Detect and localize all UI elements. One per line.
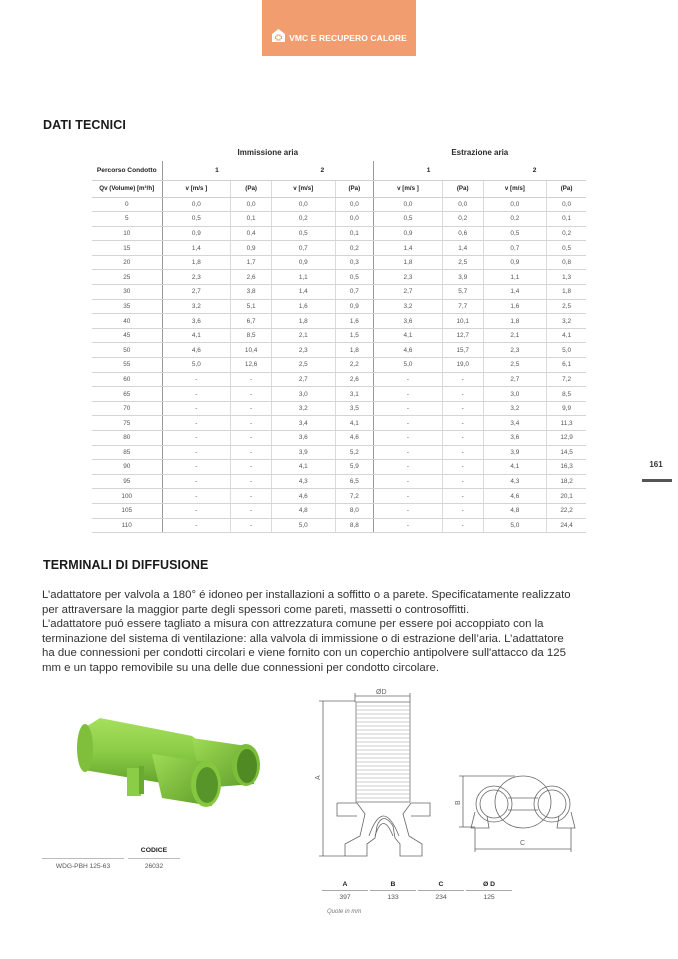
value-cell: 2,3	[272, 343, 336, 358]
value-cell: 2,7	[162, 285, 231, 300]
value-cell: 9,9	[547, 401, 586, 416]
value-cell: 12,7	[442, 328, 483, 343]
value-cell: 0,7	[483, 241, 547, 256]
value-cell: 1,6	[272, 299, 336, 314]
value-cell: -	[231, 416, 272, 431]
value-cell: 3,2	[162, 299, 231, 314]
value-cell: 2,1	[483, 328, 547, 343]
value-cell: 20,1	[547, 489, 586, 504]
page-number: 161	[649, 460, 663, 469]
value-cell: 0,5	[483, 226, 547, 241]
tech-data-table	[92, 143, 586, 533]
table-row	[92, 387, 586, 402]
value-cell: -	[442, 474, 483, 489]
table-row	[92, 270, 586, 285]
value-cell: 8,5	[547, 387, 586, 402]
value-cell: 1,3	[547, 270, 586, 285]
unit-header: (Pa)	[335, 180, 374, 197]
volume-cell: 60	[92, 372, 162, 387]
table-row	[92, 431, 586, 446]
value-cell: -	[231, 489, 272, 504]
value-cell: 2,2	[335, 358, 374, 373]
dimensions-note: Quote in mm	[327, 909, 362, 915]
value-cell: 0,7	[335, 285, 374, 300]
value-cell: 0,5	[272, 226, 336, 241]
value-cell: -	[374, 401, 443, 416]
value-cell: -	[374, 372, 443, 387]
value-cell: 0,0	[231, 197, 272, 212]
value-cell: 4,6	[335, 431, 374, 446]
table-row	[92, 358, 586, 373]
value-cell: 3,9	[483, 445, 547, 460]
value-cell: 24,4	[547, 518, 586, 533]
value-cell: -	[442, 372, 483, 387]
value-cell: 1,5	[335, 328, 374, 343]
value-cell: 6,7	[231, 314, 272, 329]
dim-value: 234	[435, 894, 447, 901]
description-line: per attraversare la maggior parte degli spessori come pareti, massetti o controsoffitti.	[42, 603, 470, 616]
value-cell: 1,4	[272, 285, 336, 300]
value-cell: 1,8	[162, 255, 231, 270]
volume-cell: 80	[92, 431, 162, 446]
value-cell: 4,6	[162, 343, 231, 358]
product-model: WDG-PBH 125-63	[42, 858, 124, 874]
value-cell: 12,6	[231, 358, 272, 373]
value-cell: 2,7	[272, 372, 336, 387]
value-cell: 2,5	[483, 358, 547, 373]
dim-value: 397	[339, 894, 351, 901]
value-cell: 3,6	[272, 431, 336, 446]
volume-cell: 15	[92, 241, 162, 256]
value-cell: 0,3	[335, 255, 374, 270]
dimension-label-a: A	[315, 775, 322, 780]
value-cell: 1,8	[483, 314, 547, 329]
route-label: Percorso Condotto	[92, 161, 162, 180]
dim-header: C	[418, 879, 464, 891]
value-cell: -	[442, 416, 483, 431]
value-cell: 2,3	[162, 270, 231, 285]
value-cell: 10,4	[231, 343, 272, 358]
value-cell: -	[231, 503, 272, 518]
value-cell: 5,2	[335, 445, 374, 460]
value-cell: -	[231, 401, 272, 416]
value-cell: 0,1	[231, 212, 272, 227]
value-cell: 18,2	[547, 474, 586, 489]
unit-header: v [m/s ]	[374, 180, 443, 197]
value-cell: 3,2	[272, 401, 336, 416]
value-cell: 3,2	[374, 299, 443, 314]
front-view-drawing	[305, 686, 445, 861]
value-cell: -	[374, 416, 443, 431]
table-row	[92, 489, 586, 504]
value-cell: 3,4	[272, 416, 336, 431]
volume-cell: 10	[92, 226, 162, 241]
value-cell: 0,5	[547, 241, 586, 256]
description-line: terminazione del sistema di ventilazione: alla valvola di immissione o di estrazione dell’aria. L’adattatore	[42, 632, 564, 645]
volume-cell: 85	[92, 445, 162, 460]
table-row	[92, 416, 586, 431]
value-cell: 0,1	[547, 212, 586, 227]
extraction-group-header: Estrazione aria	[451, 147, 509, 157]
volume-cell: 45	[92, 328, 162, 343]
value-cell: 1,4	[374, 241, 443, 256]
volume-cell: 5	[92, 212, 162, 227]
value-cell: -	[162, 489, 231, 504]
value-cell: 4,1	[547, 328, 586, 343]
table-row	[92, 299, 586, 314]
value-cell: 6,1	[547, 358, 586, 373]
value-cell: 0,5	[162, 212, 231, 227]
value-cell: 3,2	[483, 401, 547, 416]
unit-header: v [m/s]	[483, 180, 547, 197]
value-cell: -	[162, 401, 231, 416]
value-cell: 1,1	[272, 270, 336, 285]
value-cell: 4,6	[483, 489, 547, 504]
value-cell: 4,1	[374, 328, 443, 343]
volume-cell: 25	[92, 270, 162, 285]
value-cell: 2,5	[272, 358, 336, 373]
value-cell: 14,5	[547, 445, 586, 460]
value-cell: 3,2	[547, 314, 586, 329]
value-cell: 3,0	[483, 387, 547, 402]
volume-cell: 0	[92, 197, 162, 212]
value-cell: 1,6	[483, 299, 547, 314]
unit-header: v [m/s ]	[162, 180, 231, 197]
value-cell: 4,1	[272, 460, 336, 475]
value-cell: 5,0	[483, 518, 547, 533]
table-row	[92, 401, 586, 416]
volume-cell: 95	[92, 474, 162, 489]
value-cell: 2,7	[483, 372, 547, 387]
code-header: CODICE	[140, 846, 168, 854]
volume-cell: 20	[92, 255, 162, 270]
value-cell: -	[442, 503, 483, 518]
dimension-label-d: ØD	[376, 689, 387, 696]
description-line: L’adattatore per valvola a 180° é idoneo per installazioni a soffitto o a parete. Specificatamente realizzato	[42, 589, 571, 601]
description-line: L’adattatore puó essere tagliato a misura con attrezzatura comune per essere poi accoppiato con la	[42, 618, 544, 631]
value-cell: 4,3	[272, 474, 336, 489]
volume-cell: 110	[92, 518, 162, 533]
value-cell: 11,3	[547, 416, 586, 431]
green-valve-adapter-image	[42, 688, 277, 833]
volume-cell: 35	[92, 299, 162, 314]
dim-header: Ø D	[466, 879, 512, 891]
diffusion-description	[42, 588, 642, 676]
value-cell: 12,9	[547, 431, 586, 446]
value-cell: 0,0	[335, 212, 374, 227]
value-cell: 3,9	[272, 445, 336, 460]
value-cell: -	[442, 431, 483, 446]
value-cell: -	[231, 445, 272, 460]
volume-cell: 70	[92, 401, 162, 416]
value-cell: -	[231, 372, 272, 387]
value-cell: -	[442, 460, 483, 475]
value-cell: -	[231, 431, 272, 446]
volume-cell: 30	[92, 285, 162, 300]
value-cell: 0,5	[335, 270, 374, 285]
table-row	[92, 460, 586, 475]
value-cell: 3,6	[374, 314, 443, 329]
value-cell: 0,2	[272, 212, 336, 227]
volume-cell: 90	[92, 460, 162, 475]
value-cell: 3,4	[483, 416, 547, 431]
route-header: 2	[483, 161, 586, 180]
value-cell: 4,8	[272, 503, 336, 518]
value-cell: -	[374, 474, 443, 489]
value-cell: 1,8	[547, 285, 586, 300]
value-cell: 0,0	[272, 197, 336, 212]
table-row	[92, 212, 586, 227]
value-cell: 5,1	[231, 299, 272, 314]
value-cell: 4,1	[162, 328, 231, 343]
volume-cell: 100	[92, 489, 162, 504]
value-cell: -	[162, 460, 231, 475]
description-line: mm e un tappo removibile su una delle due connessioni per condotto circolare.	[42, 661, 440, 674]
table-row	[92, 255, 586, 270]
unit-header: v [m/s]	[272, 180, 336, 197]
value-cell: 1,1	[483, 270, 547, 285]
value-cell: -	[162, 503, 231, 518]
page-marker-bar	[642, 479, 672, 482]
value-cell: 0,9	[483, 255, 547, 270]
value-cell: 16,3	[547, 460, 586, 475]
tech-data-title: DATI TECNICI	[43, 118, 126, 132]
dimension-label-b: B	[455, 800, 462, 805]
product-code-table	[42, 842, 180, 874]
diffusion-title: TERMINALI DI DIFFUSIONE	[43, 558, 209, 572]
value-cell: 1,4	[162, 241, 231, 256]
value-cell: 2,3	[483, 343, 547, 358]
value-cell: -	[231, 474, 272, 489]
value-cell: -	[374, 387, 443, 402]
value-cell: 0,0	[442, 197, 483, 212]
value-cell: 0,2	[442, 212, 483, 227]
value-cell: 4,3	[483, 474, 547, 489]
value-cell: -	[442, 489, 483, 504]
value-cell: -	[442, 401, 483, 416]
value-cell: 2,6	[231, 270, 272, 285]
value-cell: -	[231, 460, 272, 475]
value-cell: 2,1	[272, 328, 336, 343]
route-header: 1	[162, 161, 272, 180]
immission-group-header: Immissione aria	[237, 147, 299, 157]
value-cell: 0,0	[374, 197, 443, 212]
table-row	[92, 518, 586, 533]
product-code: 26032	[128, 858, 180, 874]
value-cell: -	[162, 474, 231, 489]
value-cell: 0,2	[547, 226, 586, 241]
table-row	[92, 343, 586, 358]
volume-cell: 50	[92, 343, 162, 358]
table-row	[92, 226, 586, 241]
dim-header: B	[370, 879, 416, 891]
value-cell: 0,9	[162, 226, 231, 241]
value-cell: 5,0	[162, 358, 231, 373]
volume-cell: 75	[92, 416, 162, 431]
value-cell: 2,7	[374, 285, 443, 300]
value-cell: 0,0	[335, 197, 374, 212]
value-cell: 3,5	[335, 401, 374, 416]
value-cell: 1,6	[335, 314, 374, 329]
value-cell: -	[162, 387, 231, 402]
table-row	[92, 314, 586, 329]
value-cell: 3,9	[442, 270, 483, 285]
table-row	[92, 197, 586, 212]
value-cell: 7,2	[335, 489, 374, 504]
route-header: 1	[374, 161, 484, 180]
value-cell: 0,9	[335, 299, 374, 314]
value-cell: 2,5	[547, 299, 586, 314]
unit-header: (Pa)	[442, 180, 483, 197]
value-cell: -	[374, 460, 443, 475]
value-cell: 3,0	[272, 387, 336, 402]
volume-label: Qv (Volume) [m³/h]	[92, 180, 162, 197]
unit-header: (Pa)	[547, 180, 586, 197]
value-cell: 8,5	[231, 328, 272, 343]
dimensions-table	[322, 879, 512, 904]
description-line: ha due connessioni per condotti circolari e viene fornito con un coperchio antipolvere sull'attacco da 125	[42, 647, 566, 660]
value-cell: -	[162, 416, 231, 431]
value-cell: 0,9	[272, 255, 336, 270]
value-cell: 4,8	[483, 503, 547, 518]
value-cell: 3,6	[162, 314, 231, 329]
value-cell: 3,8	[231, 285, 272, 300]
value-cell: -	[162, 431, 231, 446]
value-cell: -	[442, 387, 483, 402]
dim-header: A	[322, 879, 368, 891]
value-cell: 1,8	[272, 314, 336, 329]
category-label: VMC E RECUPERO CALORE	[289, 33, 407, 43]
value-cell: 1,4	[442, 241, 483, 256]
value-cell: 0,9	[374, 226, 443, 241]
table-row	[92, 328, 586, 343]
value-cell: 10,1	[442, 314, 483, 329]
value-cell: 2,3	[374, 270, 443, 285]
value-cell: 5,0	[272, 518, 336, 533]
dimension-label-c: C	[520, 840, 526, 847]
value-cell: 3,1	[335, 387, 374, 402]
value-cell: 1,8	[374, 255, 443, 270]
value-cell: 15,7	[442, 343, 483, 358]
value-cell: 8,0	[335, 503, 374, 518]
value-cell: -	[162, 445, 231, 460]
value-cell: -	[231, 387, 272, 402]
unit-header: (Pa)	[231, 180, 272, 197]
value-cell: -	[374, 503, 443, 518]
value-cell: 3,6	[483, 431, 547, 446]
value-cell: 7,7	[442, 299, 483, 314]
value-cell: -	[442, 445, 483, 460]
value-cell: 0,6	[442, 226, 483, 241]
top-view-drawing	[445, 770, 585, 860]
house-plus-icon	[271, 28, 286, 43]
value-cell: 6,5	[335, 474, 374, 489]
value-cell: 0,8	[547, 255, 586, 270]
dim-value: 125	[483, 894, 495, 901]
route-header: 2	[272, 161, 374, 180]
value-cell: 5,0	[374, 358, 443, 373]
table-row	[92, 241, 586, 256]
value-cell: 2,5	[442, 255, 483, 270]
value-cell: 4,1	[335, 416, 374, 431]
value-cell: 1,4	[483, 285, 547, 300]
value-cell: 7,2	[547, 372, 586, 387]
value-cell: 0,7	[272, 241, 336, 256]
value-cell: -	[374, 445, 443, 460]
value-cell: 0,2	[483, 212, 547, 227]
value-cell: -	[374, 518, 443, 533]
table-row	[92, 372, 586, 387]
value-cell: 2,6	[335, 372, 374, 387]
value-cell: 4,1	[483, 460, 547, 475]
value-cell: 4,6	[272, 489, 336, 504]
value-cell: 22,2	[547, 503, 586, 518]
value-cell: 1,7	[231, 255, 272, 270]
value-cell: 0,1	[335, 226, 374, 241]
value-cell: 0,2	[335, 241, 374, 256]
value-cell: 5,9	[335, 460, 374, 475]
value-cell: 0,9	[231, 241, 272, 256]
volume-cell: 40	[92, 314, 162, 329]
volume-cell: 65	[92, 387, 162, 402]
value-cell: -	[162, 518, 231, 533]
table-row	[92, 503, 586, 518]
table-row	[92, 285, 586, 300]
value-cell: 0,0	[547, 197, 586, 212]
value-cell: 0,4	[231, 226, 272, 241]
value-cell: -	[231, 518, 272, 533]
value-cell: 1,8	[335, 343, 374, 358]
table-row	[92, 474, 586, 489]
value-cell: 0,0	[162, 197, 231, 212]
value-cell: 5,7	[442, 285, 483, 300]
volume-cell: 105	[92, 503, 162, 518]
category-header-tab	[262, 0, 416, 56]
value-cell: -	[374, 489, 443, 504]
value-cell: -	[374, 431, 443, 446]
value-cell: -	[162, 372, 231, 387]
value-cell: -	[442, 518, 483, 533]
value-cell: 4,6	[374, 343, 443, 358]
value-cell: 19,0	[442, 358, 483, 373]
value-cell: 0,5	[374, 212, 443, 227]
value-cell: 8,8	[335, 518, 374, 533]
table-row	[92, 445, 586, 460]
value-cell: 5,0	[547, 343, 586, 358]
value-cell: 0,0	[483, 197, 547, 212]
dim-value: 133	[387, 894, 399, 901]
volume-cell: 55	[92, 358, 162, 373]
